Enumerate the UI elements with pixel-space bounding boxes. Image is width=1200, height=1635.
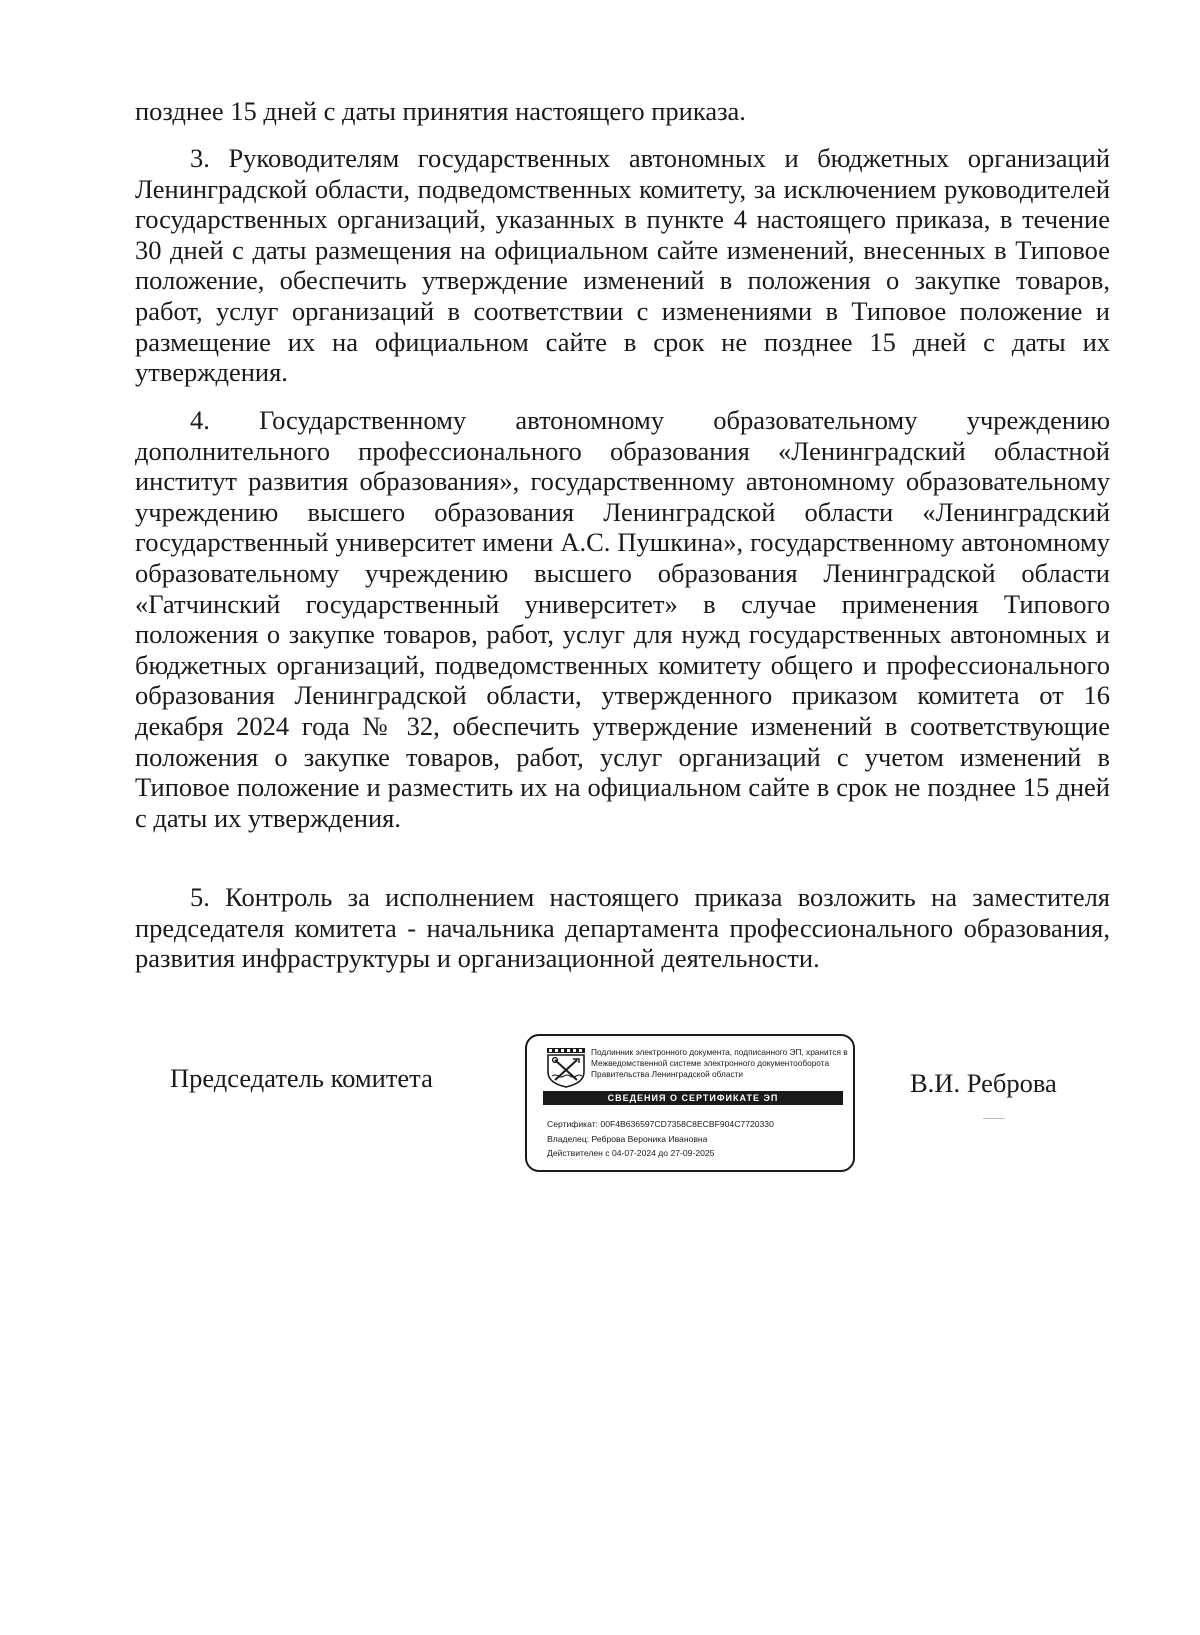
certificate-info-header: СВЕДЕНИЯ О СЕРТИФИКАТЕ ЭП (543, 1091, 843, 1105)
electronic-signature-stamp (525, 1034, 855, 1172)
faint-mark (983, 1118, 1005, 1119)
stamp-info-text: Подлинник электронного документа, подписанного ЭП, хранится в Межведомственной системе электронного документооборота Правительства Ленинградской области (591, 1047, 848, 1079)
certificate-owner: Владелец: Реброва Вероника Ивановна (547, 1133, 708, 1144)
certificate-number: Сертификат: 00F4B636597CD7358C8ECBF904C7720330 (547, 1119, 774, 1129)
certificate-validity: Действителен с 04-07-2024 до 27-09-2025 (547, 1148, 715, 1158)
coat-of-arms-icon (545, 1046, 587, 1088)
paragraph-item-3: 3. Руководителям государственных автономных и бюджетных организаций Ленинградской области, подведомственных комитету, за исключением руководителей государственных организаций, указанных в пункте 4 настоящего приказа, в течение 30 дней с даты размещения на официальном сайте изменений, внесенных в Типовое положение, обеспечить утверждение изменений в положения о закупке товаров, работ, услуг организаций в соответствии с изменениями в Типовое положение и размещение их на официальном сайте в срок не позднее 15 дней с даты их утверждения. (135, 143, 1110, 388)
paragraph-item-4: 4. Государственному автономному образовательному учреждению дополнительного профессионального образования «Ленинградский областной институт развития образования», государственному автономному образовательному учреждению высшего образования Ленинградской области «Ленинградский государственный университет имени А.С. Пушкина», государственному автономному образовательному учреждению высшего образования Ленинградской области «Гатчинский государственный университет» в случае применения Типового положения о закупке товаров, работ, услуг для нужд государственных автономных и бюджетных организаций, подведомственных комитету общего и профессионального образования Ленинградской области, утвержденного приказом комитета от 16 декабря 2024 года № 32, обеспечить утверждение изменений в соответствующие положения о закупке товаров, работ, услуг организаций с учетом изменений в Типовое положение и разместить их на официальном сайте в срок не позднее 15 дней с даты их утверждения. (135, 405, 1110, 833)
signer-name: В.И. Реброва (910, 1068, 1057, 1098)
signer-position: Председатель комитета (170, 1063, 433, 1093)
paragraph-continuation: позднее 15 дней с даты принятия настоящего приказа. (135, 96, 746, 126)
certificate-details (547, 1117, 774, 1161)
paragraph-item-5: 5. Контроль за исполнением настоящего приказа возложить на заместителя председателя комитета - начальника департамента профессионального образования, развития инфраструктуры и организационной деятельности. (135, 882, 1110, 974)
